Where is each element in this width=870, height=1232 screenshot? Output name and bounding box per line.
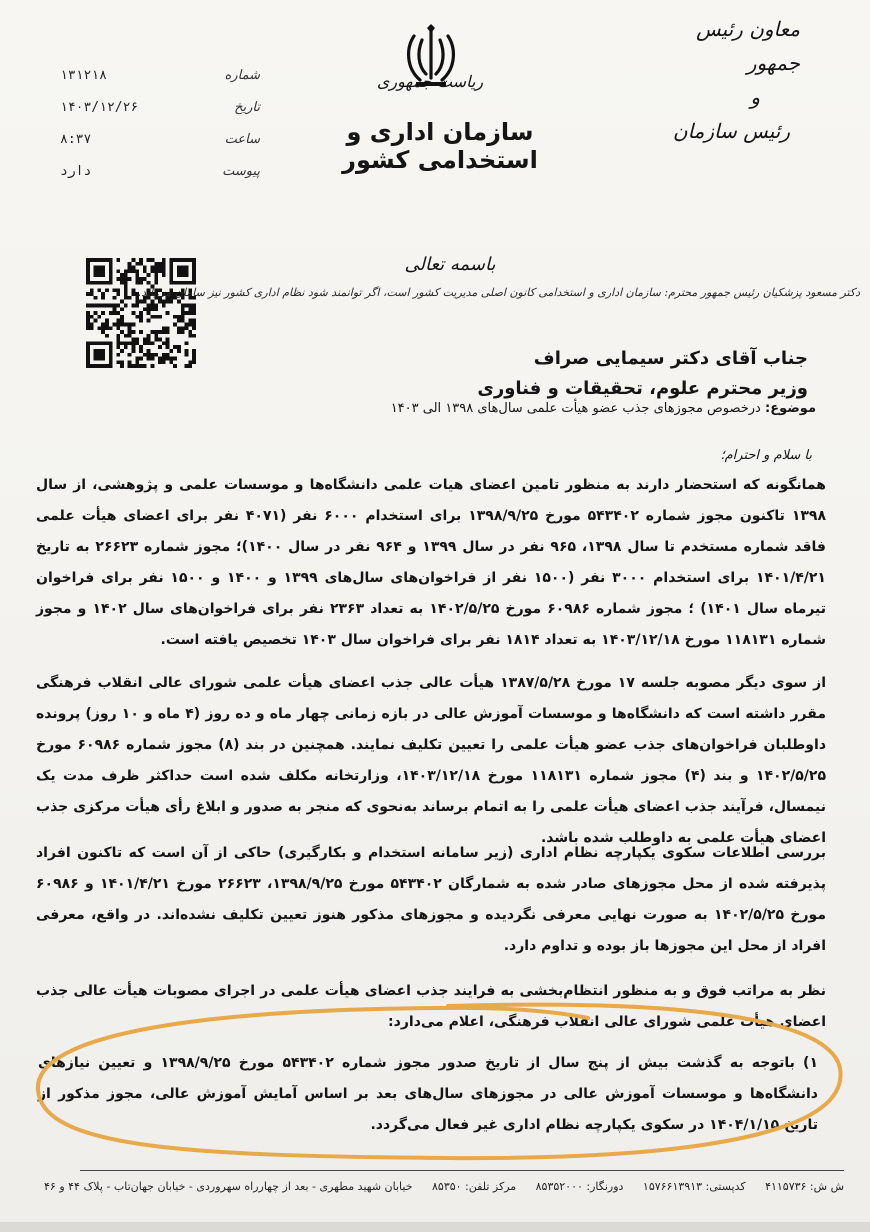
- qr-module: [124, 345, 128, 349]
- qr-module: [94, 311, 98, 315]
- qr-module: [150, 341, 154, 345]
- qr-module: [90, 315, 94, 319]
- qr-module: [188, 304, 192, 308]
- meta-row-time: [60, 124, 260, 156]
- qr-module: [139, 330, 143, 334]
- qr-module: [124, 269, 128, 273]
- meta-row-attachment: [60, 156, 260, 188]
- qr-module: [192, 334, 196, 338]
- qr-module: [132, 341, 136, 345]
- qr-module: [162, 266, 166, 270]
- qr-module: [94, 304, 98, 308]
- qr-module: [124, 322, 128, 326]
- qr-module: [192, 307, 196, 311]
- qr-module: [162, 273, 166, 277]
- qr-module: [116, 319, 120, 323]
- qr-module: [116, 277, 120, 281]
- qr-module: [177, 319, 181, 323]
- qr-module: [162, 353, 166, 357]
- qr-module: [86, 292, 90, 296]
- qr-module: [147, 334, 151, 338]
- qr-module: [86, 319, 90, 323]
- qr-module: [124, 285, 128, 289]
- qr-module: [90, 304, 94, 308]
- qr-module: [162, 258, 166, 262]
- qr-module: [128, 277, 132, 281]
- qr-module: [135, 304, 139, 308]
- letter-meta: [60, 60, 260, 188]
- qr-module: [109, 311, 113, 315]
- qr-module: [109, 304, 113, 308]
- qr-module: [188, 311, 192, 315]
- qr-module: [120, 277, 124, 281]
- qr-module: [94, 296, 98, 300]
- qr-module: [158, 357, 162, 361]
- qr-module: [109, 326, 113, 330]
- qr-module: [154, 330, 158, 334]
- qr-module: [173, 315, 177, 319]
- qr-module: [158, 315, 162, 319]
- qr-module: [132, 322, 136, 326]
- qr-module: [120, 315, 124, 319]
- qr-module: [162, 304, 166, 308]
- qr-module: [97, 326, 101, 330]
- qr-module: [132, 364, 136, 368]
- qr-module: [173, 322, 177, 326]
- qr-module: [150, 269, 154, 273]
- qr-module: [185, 364, 189, 368]
- qr-module: [139, 364, 143, 368]
- qr-module: [94, 319, 98, 323]
- handwritten-addressee: [640, 12, 800, 148]
- qr-module: [101, 326, 105, 330]
- qr-module: [116, 360, 120, 364]
- qr-module: [173, 357, 177, 361]
- qr-module: [120, 364, 124, 368]
- qr-module: [135, 273, 139, 277]
- qr-module: [177, 326, 181, 330]
- qr-module: [116, 322, 120, 326]
- qr-module: [177, 345, 181, 349]
- qr-module: [158, 330, 162, 334]
- qr-module: [192, 357, 196, 361]
- qr-module: [124, 273, 128, 277]
- qr-module: [113, 296, 117, 300]
- qr-module: [97, 315, 101, 319]
- qr-module: [124, 341, 128, 345]
- qr-module: [162, 341, 166, 345]
- qr-module: [162, 357, 166, 361]
- qr-module: [113, 288, 117, 292]
- qr-module: [154, 353, 158, 357]
- qr-module: [192, 311, 196, 315]
- qr-module: [101, 304, 105, 308]
- qr-module: [116, 338, 120, 342]
- qr-module: [128, 262, 132, 266]
- footer-postal-code: کدپستی: ۱۵۷۶۶۱۳۹۱۳: [642, 1180, 746, 1193]
- qr-module: [181, 304, 185, 308]
- qr-module: [135, 338, 139, 342]
- body-paragraph-4: نظر به مراتب فوق و به منظور انتظام‌بخشی به فرایند جذب اعضای هیأت علمی در اجرای مصوبات هیأت عالی جذب اعضای هیأت علمی شورای عالی انقلاب فرهنگی، اعلام می‌دارد:: [36, 983, 826, 1030]
- qr-module: [150, 357, 154, 361]
- qr-module: [188, 334, 192, 338]
- qr-module: [158, 338, 162, 342]
- qr-module: [150, 315, 154, 319]
- qr-module: [128, 364, 132, 368]
- qr-module: [124, 288, 128, 292]
- meta-label: پیوست: [222, 164, 260, 179]
- qr-module: [188, 322, 192, 326]
- qr-module: [132, 304, 136, 308]
- qr-module: [132, 338, 136, 342]
- qr-module: [132, 292, 136, 296]
- qr-module: [173, 345, 177, 349]
- meta-value: ۸:۳۷: [60, 132, 92, 147]
- qr-module: [120, 341, 124, 345]
- qr-module: [185, 304, 189, 308]
- qr-module: [139, 319, 143, 323]
- qr-module: [139, 311, 143, 315]
- qr-module: [154, 273, 158, 277]
- qr-module: [147, 311, 151, 315]
- qr-module: [120, 330, 124, 334]
- qr-module: [147, 338, 151, 342]
- qr-module: [116, 345, 120, 349]
- footer-fax: دورنگار: ۸۵۳۵۲۰۰۰: [535, 1180, 624, 1193]
- scan-edge: [0, 1222, 870, 1232]
- qr-module: [101, 296, 105, 300]
- qr-module: [181, 315, 185, 319]
- qr-module: [147, 304, 151, 308]
- qr-module: [150, 258, 154, 262]
- footer-phone: مرکز تلفن: ۸۵۳۵۰: [432, 1180, 517, 1193]
- qr-module: [124, 296, 128, 300]
- qr-module: [120, 300, 124, 304]
- handwritten-line: رئیس سازمان: [672, 119, 790, 143]
- qr-module: [154, 266, 158, 270]
- qr-module: [188, 360, 192, 364]
- qr-module: [135, 315, 139, 319]
- qr-module: [128, 326, 132, 330]
- qr-module: [90, 326, 94, 330]
- qr-module: [185, 326, 189, 330]
- qr-module: [128, 322, 132, 326]
- qr-module: [162, 326, 166, 330]
- handwritten-line: و: [750, 85, 760, 109]
- qr-module: [192, 322, 196, 326]
- footer-divider: [80, 1170, 844, 1171]
- qr-module: [147, 273, 151, 277]
- meta-value: ۱۴۰۳/۱۲/۲۶: [60, 100, 139, 115]
- qr-module: [150, 307, 154, 311]
- body-paragraph-5: ۱) باتوجه به گذشت بیش از پنج سال از تاریخ صدور مجوز شماره ۵۴۳۴۰۲ مورخ ۱۳۹۸/۹/۲۵ و تعیین نیازهای دانشگاه‌ها و موسسات آموزش عالی در مجوزهای سال‌های بعد بر اساس آمایش آموزش عالی، مجوز مذکور از تاریخ ۱۴۰۴/۱/۱۵ در سکوی یکپارچه نظام اداری غیر فعال می‌گردد.: [38, 1055, 818, 1133]
- qr-module: [135, 262, 139, 266]
- qr-module: [116, 269, 120, 273]
- qr-module: [132, 349, 136, 353]
- margin-note: دکتر مسعود پزشکیان رئیس جمهور محترم: سازمان اداری و استخدامی کانون اصلی مدیریت کشور است، اگر توانمند شود نظام اداری کشور نیز سامان می‌یابد.: [137, 286, 860, 299]
- qr-module: [150, 353, 154, 357]
- qr-module: [154, 269, 158, 273]
- qr-module: [135, 364, 139, 368]
- qr-module: [192, 360, 196, 364]
- qr-module: [139, 262, 143, 266]
- qr-module: [86, 315, 90, 319]
- qr-module: [105, 326, 109, 330]
- qr-module: [135, 357, 139, 361]
- qr-module: [113, 307, 117, 311]
- qr-module: [154, 334, 158, 338]
- qr-module: [135, 360, 139, 364]
- qr-module: [120, 349, 124, 353]
- qr-module: [147, 307, 151, 311]
- qr-module: [181, 330, 185, 334]
- qr-module: [166, 353, 170, 357]
- recipient-title: وزیر محترم علوم، تحقیقات و فناوری: [477, 378, 808, 399]
- footer-address: خیابان شهید مطهری - بعد از چهارراه سهروردی - خیابان جهان‌تاب - پلاک ۴۴ و ۴۶: [44, 1180, 413, 1193]
- handwritten-line: معاون رئیس جمهور: [696, 17, 800, 75]
- qr-module: [90, 322, 94, 326]
- body-paragraph-1: همانگونه که استحضار دارند به منظور تامین اعضای هیات علمی دانشگاه‌ها و موسسات علمی و پژوهشی، از سال ۱۳۹۸ تاکنون مجوز شماره ۵۴۳۴۰۲ مورخ ۱۳۹۸/۹/۲۵ برای استخدام ۶۰۰۰ نفر (۴۰۷۱ نفر برای اعضای هیأت علمی فاقد شماره مستخدم تا سال ۱۳۹۸، ۹۶۵ نفر در سال ۱۳۹۹ و ۹۶۴ نفر در سال ۱۴۰۰)؛ مجوز شماره ۲۶۶۲۳ به تاریخ ۱۴۰۱/۴/۲۱ برای استخدام ۳۰۰۰ نفر (۱۵۰۰ نفر از فراخوان‌های سال‌های ۱۳۹۹ و ۱۴۰۰ و ۱۵۰۰ نفر برای فراخوان تیرماه سال ۱۴۰۱) ؛ مجوز شماره ۶۰۹۸۶ مورخ ۱۴۰۲/۵/۲۵ به تعداد ۲۳۶۳ نفر برای فراخوان‌های سال ۱۴۰۲ و مجوز شماره ۱۱۸۱۳۱ مورخ ۱۴۰۳/۱۲/۱۸ به تعداد ۱۸۱۴ نفر برای فراخوان سال ۱۴۰۳ تخصیص یافته است.: [36, 477, 827, 648]
- qr-module: [97, 288, 101, 292]
- qr-module: [120, 319, 124, 323]
- subject-label: موضوع:: [765, 401, 816, 416]
- qr-module: [158, 345, 162, 349]
- qr-module: [128, 360, 132, 364]
- qr-module: [143, 269, 147, 273]
- qr-module: [90, 292, 94, 296]
- qr-module: [166, 345, 170, 349]
- qr-module: [185, 322, 189, 326]
- qr-module: [147, 319, 151, 323]
- qr-module: [192, 326, 196, 330]
- qr-module: [113, 322, 117, 326]
- qr-module: [166, 338, 170, 342]
- qr-module: [147, 357, 151, 361]
- qr-module: [128, 330, 132, 334]
- body-paragraph-3: بررسی اطلاعات سکوی یکپارچه نظام اداری (زیر سامانه استخدام و بکارگیری) حاکی از آن است که تاکنون افراد پذیرفته شده از محل مجوزهای صادر شده به شمارگان ۵۴۳۴۰۲ مورخ ۱۳۹۸/۹/۲۵، ۲۶۶۲۳ مورخ ۱۴۰۱/۴/۲۱ و ۶۰۹۸۶ مورخ ۱۴۰۲/۵/۲۵ به صورت نهایی معرفی نگردیده و مجوزهای مذکور هنوز تعیین تکلیف نشده‌اند. در واقع، معرفی افراد از محل این مجوزها باز بوده و تداوم دارد.: [36, 845, 827, 954]
- qr-module: [162, 269, 166, 273]
- qr-module: [116, 258, 120, 262]
- qr-module: [86, 311, 90, 315]
- qr-module: [185, 311, 189, 315]
- qr-module: [116, 304, 120, 308]
- letterhead-footer: [44, 1180, 844, 1193]
- qr-module: [150, 304, 154, 308]
- qr-module: [132, 311, 136, 315]
- qr-module: [120, 273, 124, 277]
- qr-module: [188, 330, 192, 334]
- qr-module: [139, 357, 143, 361]
- qr-module: [181, 326, 185, 330]
- recipient-block: [248, 344, 808, 404]
- footer-national-id: ش ش: ۴۱۱۵۷۳۶: [765, 1180, 844, 1193]
- qr-module: [132, 258, 136, 262]
- qr-module: [177, 315, 181, 319]
- qr-module: [113, 304, 117, 308]
- subject-line: [196, 398, 816, 420]
- qr-module: [181, 311, 185, 315]
- greeting: با سلام و احترام؛: [720, 448, 812, 463]
- qr-module: [185, 349, 189, 353]
- qr-module: [124, 334, 128, 338]
- qr-module: [143, 341, 147, 345]
- qr-module: [120, 360, 124, 364]
- qr-module: [116, 311, 120, 315]
- qr-module: [166, 326, 170, 330]
- qr-module: [154, 315, 158, 319]
- qr-module: [128, 296, 132, 300]
- org-name: سازمان اداری و استخدامی کشور: [342, 118, 538, 174]
- qr-module: [154, 277, 158, 281]
- qr-module: [150, 364, 154, 368]
- qr-module: [135, 269, 139, 273]
- qr-module: [143, 338, 147, 342]
- qr-module: [124, 304, 128, 308]
- meta-label: ساعت: [224, 132, 260, 147]
- qr-module: [105, 322, 109, 326]
- qr-module: [147, 349, 151, 353]
- qr-module: [139, 277, 143, 281]
- meta-value: ۱۳۱۲۱۸: [60, 68, 107, 83]
- qr-module: [139, 258, 143, 262]
- qr-module: [135, 341, 139, 345]
- qr-module: [124, 277, 128, 281]
- qr-module: [101, 322, 105, 326]
- qr-module: [132, 269, 136, 273]
- qr-module: [158, 266, 162, 270]
- qr-module: [139, 315, 143, 319]
- recipient-name: جناب آقای دکتر سیمایی صراف: [533, 348, 808, 369]
- qr-module: [124, 292, 128, 296]
- qr-module: [116, 341, 120, 345]
- qr-module: [101, 330, 105, 334]
- qr-module: [166, 311, 170, 315]
- qr-module: [97, 304, 101, 308]
- qr-module: [154, 262, 158, 266]
- qr-code-icon: [86, 258, 196, 368]
- qr-module: [188, 364, 192, 368]
- qr-module: [150, 266, 154, 270]
- subject-text: درخصوص مجوزهای جذب عضو هیأت علمی سال‌های ۱۳۹۸ الی ۱۴۰۳: [390, 401, 761, 416]
- qr-module: [143, 307, 147, 311]
- qr-module: [132, 345, 136, 349]
- qr-module: [132, 266, 136, 270]
- qr-module: [132, 288, 136, 292]
- qr-module: [120, 307, 124, 311]
- qr-module: [116, 334, 120, 338]
- qr-module: [116, 288, 120, 292]
- qr-module: [166, 357, 170, 361]
- qr-module: [185, 353, 189, 357]
- qr-module: [188, 319, 192, 323]
- qr-module: [158, 269, 162, 273]
- meta-label: تاریخ: [234, 100, 260, 115]
- meta-value: دارد: [60, 164, 92, 179]
- qr-module: [192, 304, 196, 308]
- qr-module: [139, 349, 143, 353]
- qr-module: [116, 326, 120, 330]
- qr-module: [86, 322, 90, 326]
- qr-module: [139, 345, 143, 349]
- org-line-top: ریاست جمهوری: [376, 72, 484, 91]
- qr-module: [150, 330, 154, 334]
- qr-module: [162, 330, 166, 334]
- qr-module: [147, 353, 151, 357]
- qr-module: [158, 262, 162, 266]
- qr-module: [147, 341, 151, 345]
- body-paragraph-2: از سوی دیگر مصوبه جلسه ۱۷ مورخ ۱۳۸۷/۵/۲۸ هیأت عالی جذب اعضای هیأت علمی شورای عالی انقلاب فرهنگی مقرر داشته است که دانشگاه‌ها و موسسات آموزش عالی در بازه زمانی چهار ماه و ده روز (۴ ماه و ۱۰ روز) پرونده داوطلبان فراخوان‌های جذب عضو هیأت علمی را تعیین تکلیف نمایند. همچنین در بند (۸) مجوز شماره ۶۰۹۸۶ مورخ ۱۴۰۲/۵/۲۵ و بند (۴) مجوز شماره ۱۱۸۱۳۱ مورخ ۱۴۰۳/۱۲/۱۸، وزارتخانه مکلف شده است حداکثر ظرف مدت یک نیمسال، فرآیند جذب اعضای هیأت علمی را به اتمام برساند به‌نحوی که منجر به صدور و ابلاغ رأی هیأت مرکزی جذب اعضای هیأت علمی به داوطلب شده باشد.: [36, 675, 827, 846]
- qr-module: [116, 292, 120, 296]
- qr-module: [105, 319, 109, 323]
- meta-label: شماره: [224, 68, 260, 83]
- qr-module: [86, 304, 90, 308]
- qr-module: [132, 330, 136, 334]
- qr-module: [192, 319, 196, 323]
- qr-module: [185, 341, 189, 345]
- qr-module: [143, 277, 147, 281]
- qr-module: [154, 304, 158, 308]
- bismillah: باسمه تعالی: [404, 254, 496, 275]
- qr-module: [154, 307, 158, 311]
- qr-module: [181, 319, 185, 323]
- qr-module: [173, 364, 177, 368]
- qr-module: [192, 349, 196, 353]
- qr-module: [128, 353, 132, 357]
- qr-module: [143, 364, 147, 368]
- qr-module: [128, 266, 132, 270]
- qr-module: [188, 307, 192, 311]
- meta-row-number: [60, 60, 260, 92]
- qr-module: [101, 311, 105, 315]
- qr-module: [162, 262, 166, 266]
- qr-module: [169, 357, 173, 361]
- qr-module: [158, 360, 162, 364]
- qr-module: [128, 334, 132, 338]
- qr-module: [143, 353, 147, 357]
- qr-module: [177, 330, 181, 334]
- qr-module: [147, 258, 151, 262]
- qr-module: [177, 349, 181, 353]
- qr-module: [166, 341, 170, 345]
- qr-module: [105, 334, 109, 338]
- qr-module: [113, 311, 117, 315]
- qr-module: [120, 322, 124, 326]
- qr-module: [86, 326, 90, 330]
- qr-module: [105, 288, 109, 292]
- qr-module: [124, 281, 128, 285]
- qr-module: [154, 338, 158, 342]
- qr-module: [181, 307, 185, 311]
- qr-module: [116, 353, 120, 357]
- qr-module: [128, 269, 132, 273]
- qr-module: [120, 281, 124, 285]
- qr-module: [101, 292, 105, 296]
- qr-module: [90, 288, 94, 292]
- qr-module: [162, 360, 166, 364]
- qr-module: [128, 341, 132, 345]
- qr-module: [166, 330, 170, 334]
- qr-module: [192, 353, 196, 357]
- qr-module: [105, 304, 109, 308]
- meta-row-date: [60, 92, 260, 124]
- qr-module: [169, 360, 173, 364]
- qr-module: [169, 349, 173, 353]
- qr-module: [135, 277, 139, 281]
- qr-module: [143, 266, 147, 270]
